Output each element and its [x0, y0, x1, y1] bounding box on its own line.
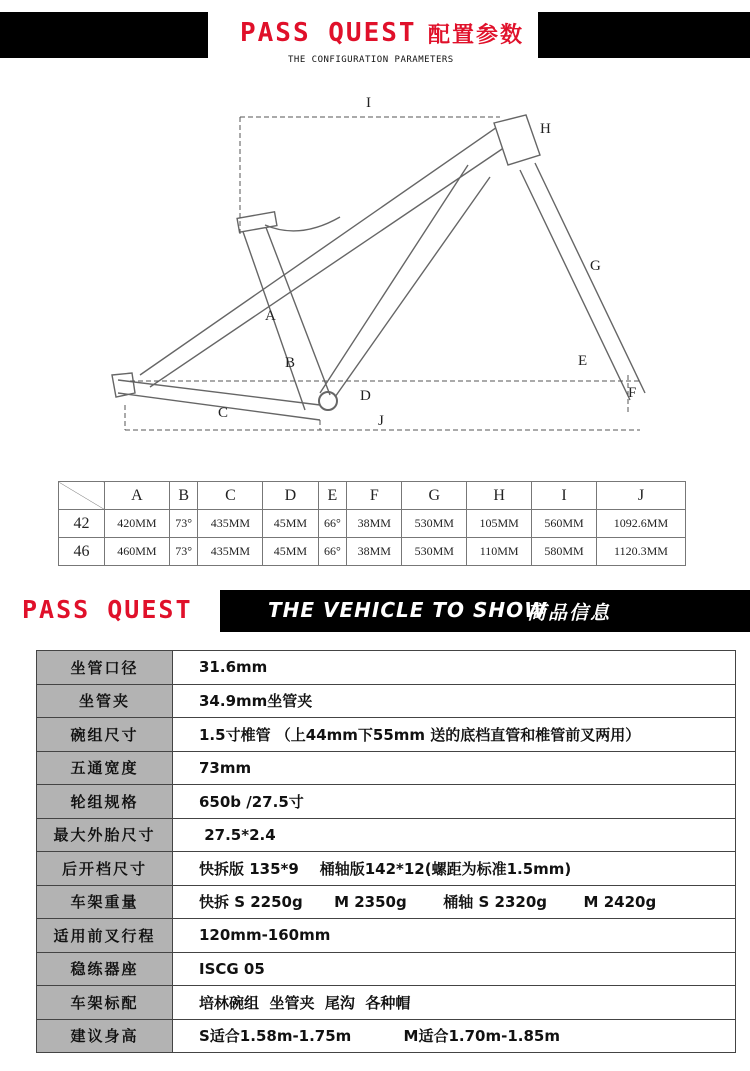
- geometry-cell: 66°: [318, 538, 347, 566]
- spec-label: 后开档尺寸: [37, 852, 173, 886]
- spec-row: [37, 818, 736, 852]
- down-tube: [320, 165, 490, 397]
- geometry-cell: 66°: [318, 510, 347, 538]
- spec-value: 快拆版 135*9 桶轴版142*12(螺距为标准1.5mm): [173, 852, 736, 886]
- geometry-size-cell: 46: [59, 538, 105, 566]
- header-bar-right: [538, 12, 750, 58]
- seat-tube-top: [237, 212, 277, 232]
- geometry-corner-cell: [59, 482, 105, 510]
- spec-row: [37, 885, 736, 919]
- spec-row: [37, 1019, 736, 1053]
- header-bar-left: [0, 12, 208, 58]
- geometry-col-j: J: [596, 482, 685, 510]
- dim-label-d: D: [360, 388, 371, 404]
- geometry-cell: 73°: [169, 510, 198, 538]
- geometry-row-46: [59, 538, 686, 566]
- geometry-col-b: B: [169, 482, 198, 510]
- section2-brand-logo: PASS QUEST: [22, 595, 193, 624]
- geometry-col-h: H: [467, 482, 532, 510]
- geometry-col-f: F: [347, 482, 402, 510]
- head-tube: [494, 115, 540, 165]
- spec-label: 最大外胎尺寸: [37, 818, 173, 852]
- dim-label-b: B: [285, 355, 296, 371]
- page-subtitle: THE CONFIGURATION PARAMETERS: [288, 55, 454, 65]
- geometry-header-row: [59, 482, 686, 510]
- geometry-size-cell: 42: [59, 510, 105, 538]
- spec-value: S适合1.58m-1.75m M适合1.70m-1.85m: [173, 1019, 736, 1053]
- dim-label-h: H: [540, 121, 551, 137]
- spec-value: 73mm: [173, 751, 736, 785]
- geometry-col-e: E: [318, 482, 347, 510]
- geometry-cell: 38MM: [347, 538, 402, 566]
- spec-row: [37, 651, 736, 685]
- spec-label: 坐管口径: [37, 651, 173, 685]
- spec-value: 34.9mm坐管夹: [173, 684, 736, 718]
- spec-label: 轮组规格: [37, 785, 173, 819]
- dim-label-c: C: [218, 405, 229, 421]
- geometry-cell: 105MM: [467, 510, 532, 538]
- spec-value: 快拆 S 2250g M 2350g 桶轴 S 2320g M 2420g: [173, 885, 736, 919]
- spec-label: 车架标配: [37, 986, 173, 1020]
- spec-row: [37, 785, 736, 819]
- geometry-col-a: A: [105, 482, 170, 510]
- spec-label: 稳练器座: [37, 952, 173, 986]
- geometry-cell: 460MM: [105, 538, 170, 566]
- geometry-cell: 580MM: [532, 538, 597, 566]
- spec-value: 650b /27.5寸: [173, 785, 736, 819]
- spec-row: [37, 852, 736, 886]
- geometry-cell: 45MM: [263, 538, 318, 566]
- spec-table: [36, 650, 736, 1053]
- geometry-cell: 1092.6MM: [596, 510, 685, 538]
- spec-value: 27.5*2.4: [173, 818, 736, 852]
- geometry-cell: 38MM: [347, 510, 402, 538]
- geometry-table: [58, 481, 686, 566]
- geometry-col-g: G: [402, 482, 467, 510]
- dim-label-j: J: [378, 413, 384, 429]
- spec-label: 建议身高: [37, 1019, 173, 1053]
- section2-title-en: THE VEHICLE TO SHOW: [268, 598, 548, 622]
- top-tube: [140, 125, 508, 387]
- geometry-row-42: [59, 510, 686, 538]
- spec-label: 车架重量: [37, 885, 173, 919]
- spec-label: 碗组尺寸: [37, 718, 173, 752]
- spec-row: [37, 684, 736, 718]
- spec-value: 培林碗组 坐管夹 尾沟 各种帽: [173, 986, 736, 1020]
- section2-title-cn: 商品信息: [527, 602, 612, 624]
- page-title: 配置参数: [428, 23, 525, 48]
- bottom-bracket: [319, 392, 337, 410]
- dim-label-f: F: [628, 385, 637, 401]
- geometry-cell: 435MM: [198, 538, 263, 566]
- geometry-cell: 530MM: [402, 510, 467, 538]
- geometry-cell: 45MM: [263, 510, 318, 538]
- spec-label: 适用前叉行程: [37, 919, 173, 953]
- spec-row: [37, 952, 736, 986]
- geometry-cell: 1120.3MM: [596, 538, 685, 566]
- geometry-cell: 110MM: [467, 538, 532, 566]
- geometry-col-c: C: [198, 482, 263, 510]
- spec-value: ISCG 05: [173, 952, 736, 986]
- dim-label-e: E: [578, 353, 588, 369]
- geometry-col-d: D: [263, 482, 318, 510]
- dim-label-g: G: [590, 258, 601, 274]
- geometry-cell: 560MM: [532, 510, 597, 538]
- spec-label: 五通宽度: [37, 751, 173, 785]
- brand-logo: PASS QUEST: [240, 18, 417, 48]
- dim-label-a: A: [265, 308, 276, 324]
- geometry-cell: 435MM: [198, 510, 263, 538]
- dim-label-i: I: [366, 95, 371, 111]
- spec-value: 31.6mm: [173, 651, 736, 685]
- spec-row: [37, 919, 736, 953]
- frame-geometry-diagram: [0, 75, 750, 455]
- geometry-cell: 530MM: [402, 538, 467, 566]
- spec-value: 1.5寸椎管 （上44mm下55mm 送的底档直管和椎管前叉两用）: [173, 718, 736, 752]
- spec-row: [37, 718, 736, 752]
- spec-label: 坐管夹: [37, 684, 173, 718]
- geometry-col-i: I: [532, 482, 597, 510]
- spec-value: 120mm-160mm: [173, 919, 736, 953]
- geometry-cell: 73°: [169, 538, 198, 566]
- geometry-cell: 420MM: [105, 510, 170, 538]
- spec-row: [37, 751, 736, 785]
- spec-row: [37, 986, 736, 1020]
